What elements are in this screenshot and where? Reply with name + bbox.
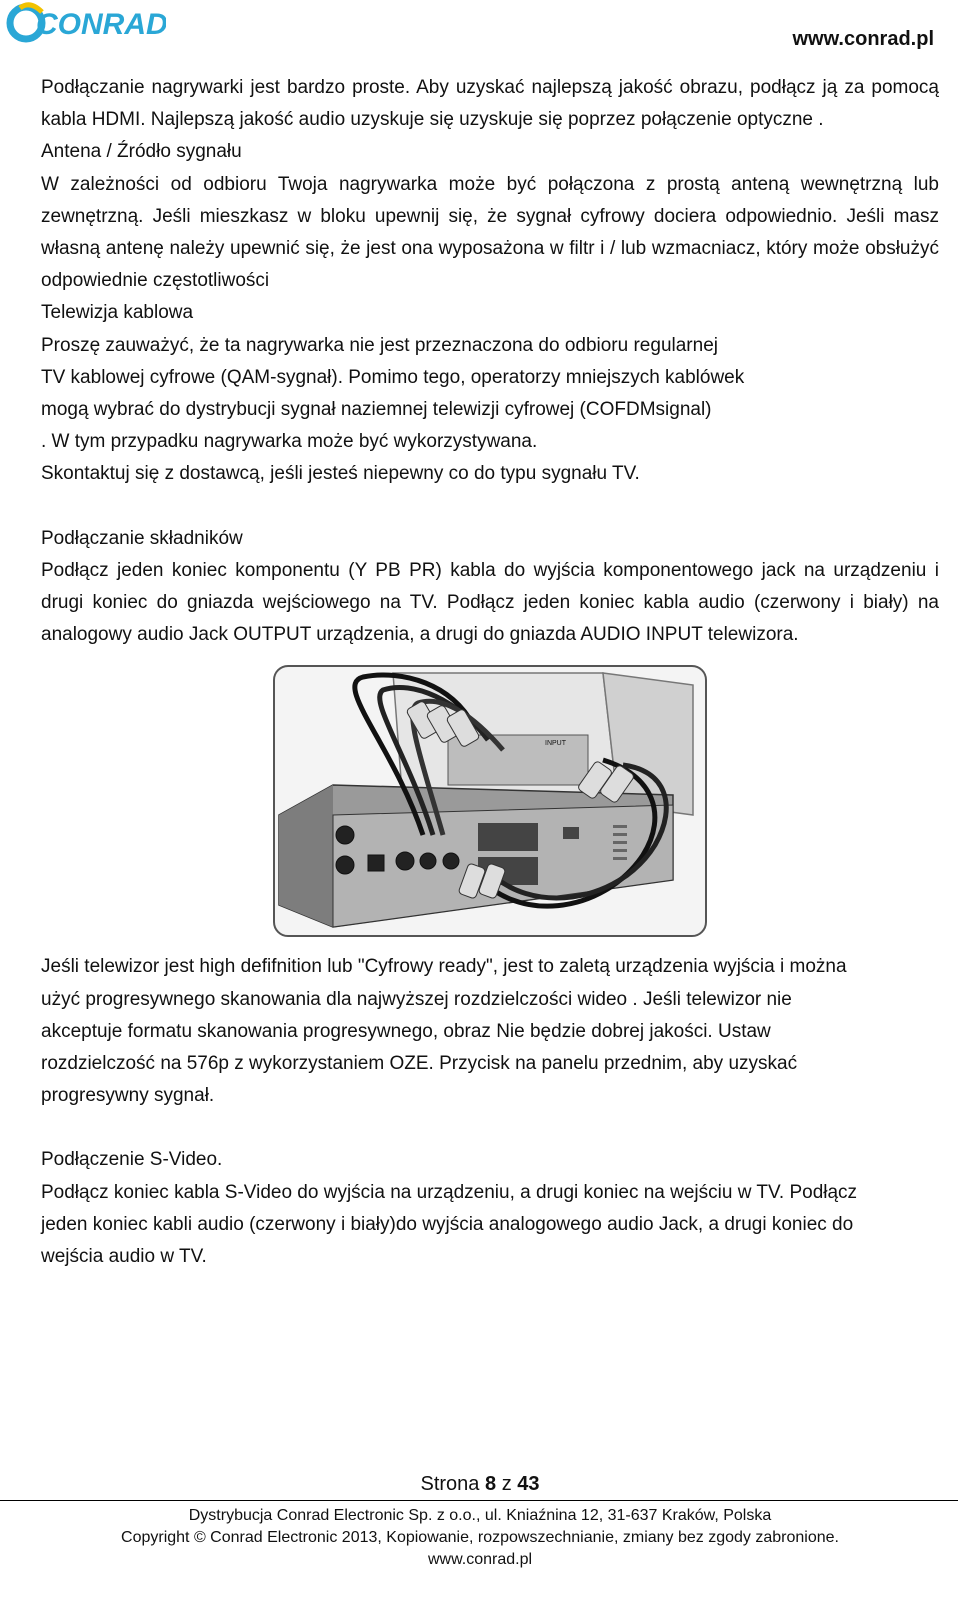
hd-line: akceptuje formatu skanowania progresywnego, obraz Nie będzie dobrej jakości. Ustaw bbox=[41, 1020, 771, 1042]
components-heading: Podłączanie składników bbox=[41, 527, 243, 549]
header-website[interactable]: www.conrad.pl bbox=[792, 28, 934, 50]
hd-line: rozdzielczość na 576p z wykorzystaniem OZE. Przycisk na panelu przednim, aby uzyskać bbox=[41, 1053, 798, 1075]
page-separator: z bbox=[501, 1473, 512, 1495]
page-footer bbox=[0, 1470, 960, 1571]
footer-divider bbox=[0, 1500, 958, 1501]
hd-line: użyć progresywnego skanowania dla najwyższej rozdzielczości wideo . Jeśli telewizor nie bbox=[41, 988, 792, 1010]
cable-line: TV kablowej cyfrowe (QAM-sygnał). Pomimo tego, operatorzy mniejszych kablówek bbox=[41, 366, 745, 388]
conrad-logo bbox=[6, 2, 166, 44]
document-body bbox=[41, 72, 939, 1273]
footer-copyright: Copyright © Conrad Electronic 2013, Kopiowanie, rozpowszechnianie, zmiany bez zgody zabronione. bbox=[121, 1529, 839, 1546]
footer-website[interactable]: www.conrad.pl bbox=[427, 1551, 533, 1568]
spacer bbox=[41, 1112, 939, 1144]
connection-diagram bbox=[273, 665, 707, 937]
cable-line: Skontaktuj się z dostawcą, jeśli jesteś niepewny co do typu sygnału TV. bbox=[41, 463, 640, 485]
svideo-line: wejścia audio w TV. bbox=[41, 1246, 207, 1268]
page-total: 43 bbox=[517, 1473, 540, 1495]
cable-line: Proszę zauważyć, że ta nagrywarka nie jest przeznaczona do odbioru regularnej bbox=[41, 334, 718, 356]
components-paragraph: Podłącz jeden koniec komponentu (Y PB PR) kabla do wyjścia komponentowego jack na urządzeniu i drugi koniec do gniazda wejściowego na TV. Podłącz jeden koniec kabla audio (czerwony i biały) na analogowy audio Jack OUTPUT urządzenia, a drugi do gniazda AUDIO INPUT telewizora. bbox=[41, 559, 939, 646]
antenna-heading: Antena / Źródło sygnału bbox=[41, 141, 242, 163]
svideo-line: jeden koniec kabli audio (czerwony i biały)do wyjścia analogowego audio Jack, a drugi koniec do bbox=[41, 1213, 854, 1235]
page-prefix: Strona bbox=[420, 1473, 480, 1495]
page-number bbox=[0, 1470, 960, 1498]
antenna-paragraph: W zależności od odbioru Twoja nagrywarka może być połączona z prostą anteną wewnętrzną lub zewnętrzną. Jeśli mieszkasz w bloku upewnij się, że sygnał cyfrowy dociera odpowiednio. Jeśli masz własną antenę należy upewnić się, że jest ona wyposażona w filtr i / lub wzmacniacz, który może obsłużyć odpowiednie częstotliwości bbox=[41, 173, 939, 292]
intro-paragraph: Podłączanie nagrywarki jest bardzo proste. Aby uzyskać najlepszą jakość obrazu, podłącz ją za pomocą kabla HDMI. Najlepszą jakość audio uzyskuje się uzyskuje się poprzez połączenie optyczne . bbox=[41, 77, 939, 131]
tv-input-label: INPUT bbox=[545, 740, 566, 748]
spacer bbox=[41, 491, 939, 523]
cable-heading: Telewizja kablowa bbox=[41, 302, 194, 324]
cable-line: mogą wybrać do dystrybucji sygnał naziemnej telewizji cyfrowej (COFDMsignal) bbox=[41, 399, 712, 421]
cable-line: . W tym przypadku nagrywarka może być wykorzystywana. bbox=[41, 431, 538, 453]
footer-address: Dystrybucja Conrad Electronic Sp. z o.o., ul. Kniaźnina 12, 31-637 Kraków, Polska bbox=[188, 1507, 772, 1524]
logo-text: CONRAD bbox=[36, 8, 166, 41]
hd-line: progresywny sygnał. bbox=[41, 1085, 215, 1107]
page-current: 8 bbox=[485, 1473, 497, 1495]
svideo-heading: Podłączenie S-Video. bbox=[41, 1149, 223, 1171]
svideo-line: Podłącz koniec kabla S-Video do wyjścia na urządzeniu, a drugi koniec na wejściu w TV. Podłącz bbox=[41, 1181, 858, 1203]
hd-line: Jeśli telewizor jest high defifnition lub "Cyfrowy ready", jest to zaletą urządzenia wyjścia i można bbox=[41, 956, 847, 978]
